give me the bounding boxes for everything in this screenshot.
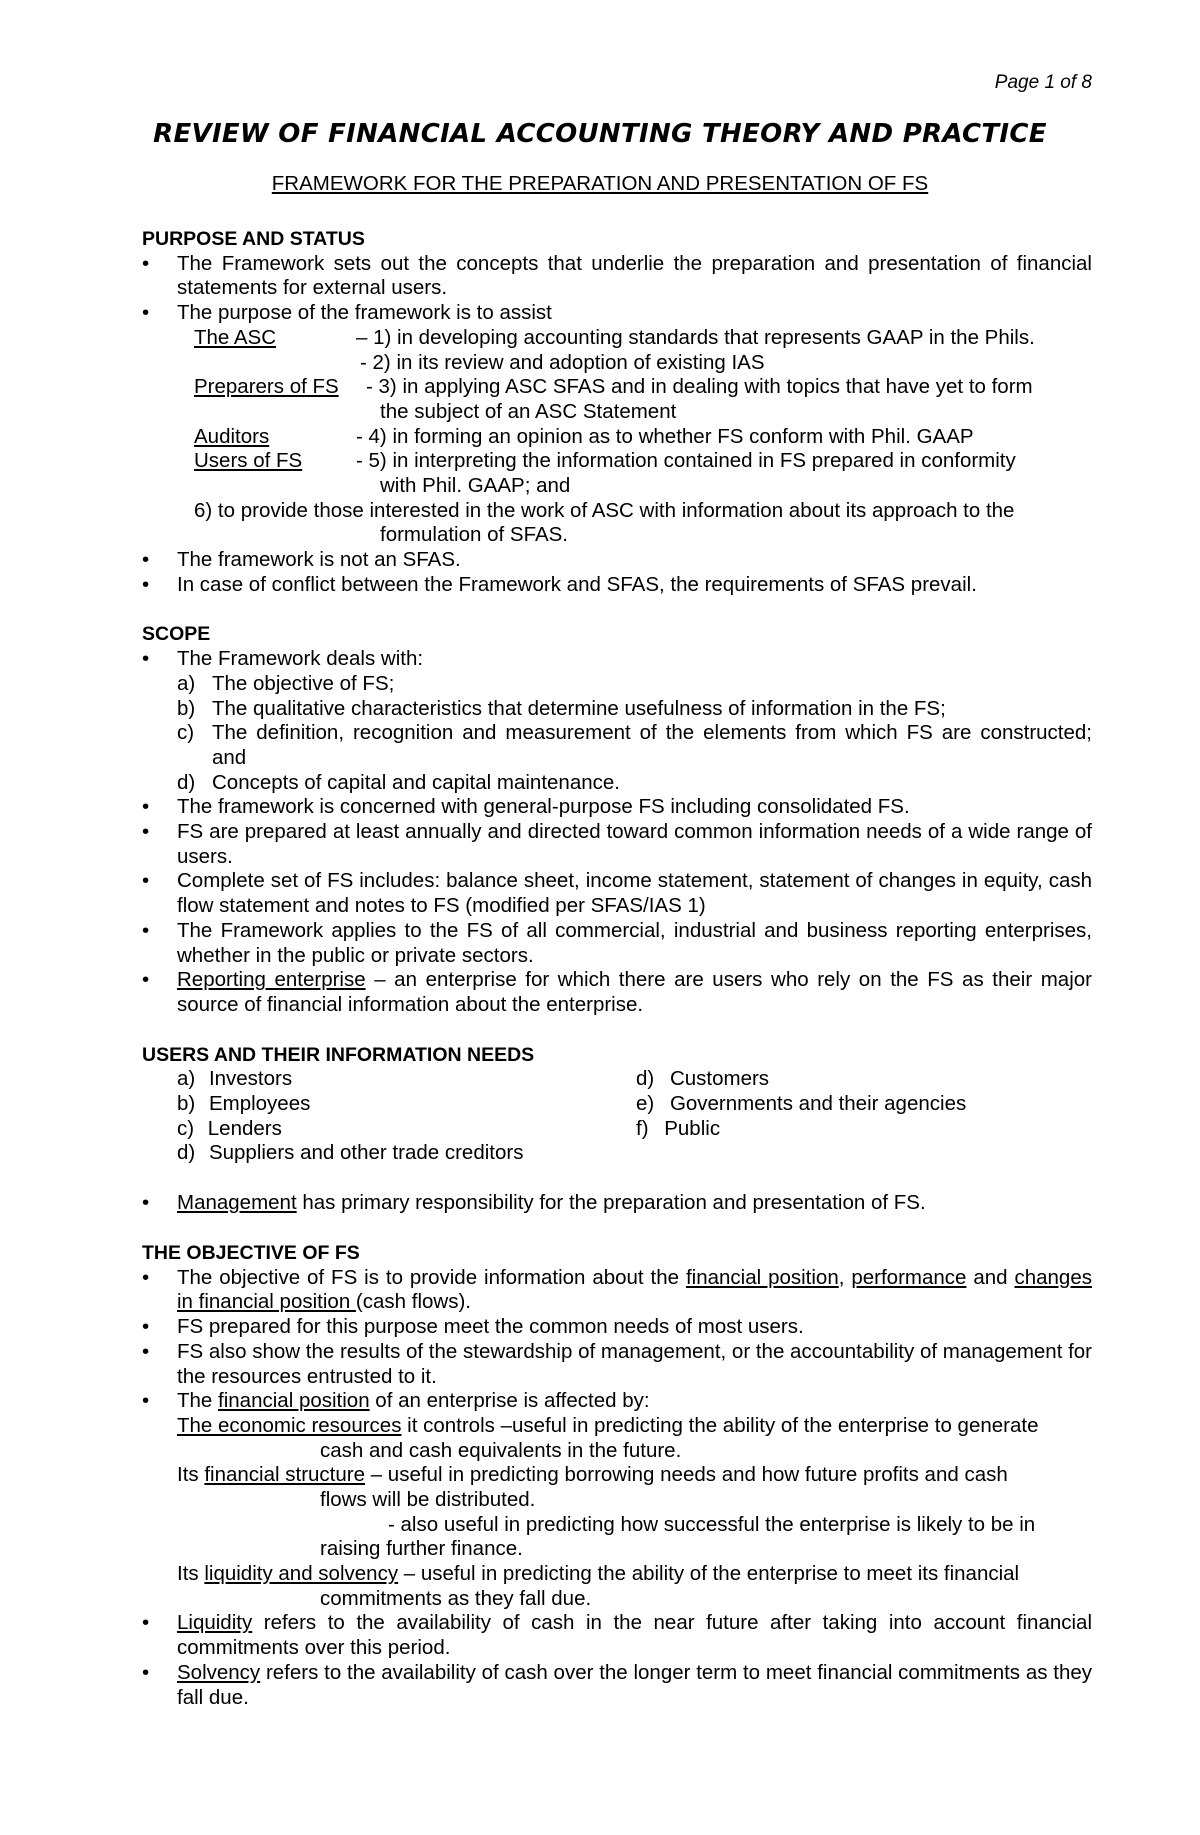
bullet-item [142, 1389, 1092, 1414]
term: liquidity and solvency [204, 1562, 399, 1586]
sub-text: cash and cash equivalents in the future. [320, 1438, 682, 1462]
sub-text [177, 1414, 1038, 1439]
sub-paragraph [142, 1463, 1092, 1488]
sub-paragraph [142, 1562, 1092, 1587]
term: financial position [685, 1265, 839, 1289]
bullet-text: of an enterprise is affected by: [369, 1389, 650, 1413]
assist-row [142, 425, 1092, 450]
bullet-item: • The purpose of the framework is to assist [142, 301, 1092, 326]
assist-label: Preparers of FS [194, 375, 339, 399]
list-text: Employees [208, 1092, 311, 1116]
assist-text: formulation of SFAS. [380, 523, 569, 547]
sub-text [177, 1562, 1019, 1587]
bullet-item: • The Framework sets out the concepts that underlie the preparation and presentation of financial statements for external users. [142, 252, 1092, 301]
assist-label: Users of FS [194, 449, 303, 473]
list-text: Public [664, 1116, 721, 1140]
sub-paragraph [142, 1414, 1092, 1439]
list-letter: d) [177, 770, 196, 794]
bullet-item [142, 1661, 1092, 1710]
assist-label: Auditors [194, 424, 270, 448]
list-letter: d) [636, 1067, 655, 1091]
document-body [142, 227, 1092, 1710]
term: Reporting enterprise [177, 968, 366, 992]
assist-text: 6) to provide those interested in the work of ASC with information about its approach to the [194, 498, 1015, 522]
bullet-item: • The framework is concerned with general-purpose FS including consolidated FS. [142, 795, 1092, 820]
bullet-text: has primary responsibility for the preparation and presentation of FS. [296, 1191, 926, 1215]
list-text: Suppliers and other trade creditors [208, 1141, 524, 1165]
sub-text: flows will be distributed. [320, 1488, 536, 1512]
users-list [142, 1067, 1092, 1166]
list-item [142, 721, 1092, 770]
assist-row [142, 351, 1092, 376]
assist-text: - 3) in applying ASC SFAS and in dealing with topics that have yet to form [366, 375, 1033, 399]
sub-text: it controls –useful in predicting the ability of the enterprise to generate [401, 1413, 1039, 1437]
assist-text: with Phil. GAAP; and [380, 473, 571, 497]
bullet-text: – an enterprise for which there are users who rely on the FS as their major source of financial information about the enterprise. [177, 968, 1092, 1016]
term: Solvency [177, 1660, 261, 1684]
list-letter: a) [177, 1067, 196, 1091]
bullet-item: • FS are prepared at least annually and directed toward common information needs of a wide range of users. [142, 820, 1092, 869]
term: financial structure [204, 1463, 366, 1487]
list-letter: f) [636, 1116, 649, 1140]
list-item [636, 1092, 966, 1117]
assist-row [142, 499, 1092, 524]
sub-paragraph [142, 1439, 1092, 1464]
list-item [636, 1067, 769, 1092]
sub-text: raising further finance. [320, 1537, 523, 1561]
assist-label: The ASC [194, 325, 277, 349]
list-item [177, 1117, 282, 1142]
term: performance [851, 1265, 967, 1289]
assist-row [142, 326, 1092, 351]
list-item [142, 771, 1092, 796]
list-letter: c) [177, 1116, 195, 1140]
assist-text: the subject of an ASC Statement [380, 399, 677, 423]
sub-text: – useful in predicting borrowing needs and how future profits and cash [365, 1463, 1008, 1487]
list-letter: b) [177, 1092, 196, 1116]
bullet-text: refers to the availability of cash over the longer term to meet financial commitments as they fall due. [177, 1660, 1092, 1709]
assist-row [142, 474, 1092, 499]
bullet-text: and [966, 1265, 1015, 1289]
list-text: The qualitative characteristics that determine usefulness of information in the FS; [212, 696, 946, 720]
document-subtitle: FRAMEWORK FOR THE PREPARATION AND PRESENTATION OF FS [271, 172, 929, 195]
list-letter: a) [177, 671, 196, 695]
sub-paragraph [142, 1537, 1092, 1562]
list-text: Lenders [207, 1116, 282, 1140]
list-letter: c) [177, 721, 195, 745]
list-text: Customers [669, 1067, 770, 1091]
list-text: The objective of FS; [212, 671, 395, 695]
section-heading-purpose: PURPOSE AND STATUS [142, 228, 365, 250]
sub-text: commitments as they fall due. [320, 1586, 592, 1610]
sub-paragraph [142, 1488, 1092, 1513]
bullet-item: • The Framework applies to the FS of all commercial, industrial and business reporting enterprises, whether in the public or private sectors. [142, 919, 1092, 968]
bullet-text: The [177, 1389, 219, 1413]
assist-text: - 5) in interpreting the information contained in FS prepared in conformity [356, 449, 1016, 473]
list-letter: d) [177, 1141, 196, 1165]
section-heading-objective: THE OBJECTIVE OF FS [142, 1242, 360, 1265]
list-text: The definition, recognition and measurement of the elements from which FS are constructed; and [212, 721, 1092, 769]
bullet-text: refers to the availability of cash in the near future after taking into account financial commitments over this period. [177, 1611, 1092, 1660]
bullet-item: • In case of conflict between the Framework and SFAS, the requirements of SFAS prevail. [142, 573, 1092, 598]
bullet-text: , [838, 1265, 852, 1289]
bullet-item: • The Framework deals with: [142, 647, 1092, 672]
bullet-item: • Complete set of FS includes: balance sheet, income statement, statement of changes in equity, cash flow statement and notes to FS (modified per SFAS/IAS 1) [142, 869, 1092, 918]
bullet-text: (cash flows). [355, 1290, 471, 1314]
sub-text: – useful in predicting the ability of the enterprise to meet its financial [398, 1562, 1020, 1586]
list-item [636, 1117, 720, 1142]
list-letter: e) [636, 1092, 655, 1116]
assist-text: - 2) in its review and adoption of existing IAS [360, 350, 765, 374]
sub-paragraph [142, 1513, 1092, 1538]
bullet-item [142, 1191, 1092, 1216]
term: The economic resources [177, 1413, 402, 1437]
sub-text [177, 1463, 1008, 1488]
assist-row [142, 375, 1092, 400]
bullet-text: The objective of FS is to provide information about the [177, 1265, 686, 1289]
assist-text: – 1) in developing accounting standards that represents GAAP in the Phils. [356, 325, 1035, 349]
term: Management [177, 1191, 297, 1215]
page-number: Page 1 of 8 [994, 72, 1092, 93]
list-text: Concepts of capital and capital maintenance. [212, 770, 620, 794]
bullet-item: • The framework is not an SFAS. [142, 548, 1092, 573]
bullet-item: • FS also show the results of the stewardship of management, or the accountability of management for the resources entrusted to it. [142, 1340, 1092, 1389]
term: financial position [218, 1389, 370, 1413]
list-item [177, 1067, 292, 1092]
assist-row [142, 400, 1092, 425]
term: Liquidity [177, 1611, 253, 1635]
list-item [142, 672, 1092, 697]
sub-text: Its [177, 1463, 205, 1487]
document-title: REVIEW OF FINANCIAL ACCOUNTING THEORY AND PRACTICE [153, 119, 1047, 149]
list-item [177, 1141, 523, 1166]
assist-text: - 4) in forming an opinion as to whether FS conform with Phil. GAAP [356, 424, 974, 448]
sub-text: Its [177, 1562, 205, 1586]
term: changes in financial position [177, 1265, 1092, 1314]
sub-text: - also useful in predicting how successful the enterprise is likely to be in [388, 1512, 1036, 1536]
bullet-item [142, 1266, 1092, 1315]
list-item [177, 1092, 310, 1117]
section-heading-scope: SCOPE [142, 623, 211, 646]
list-text: Governments and their agencies [669, 1092, 967, 1116]
bullet-item [142, 1611, 1092, 1660]
list-item [142, 697, 1092, 722]
assist-row [142, 523, 1092, 548]
assist-row [142, 449, 1092, 474]
bullet-item: • FS prepared for this purpose meet the common needs of most users. [142, 1315, 1092, 1340]
section-heading-users: USERS AND THEIR INFORMATION NEEDS [142, 1043, 535, 1066]
list-text: Investors [208, 1067, 293, 1091]
sub-paragraph [142, 1587, 1092, 1612]
list-letter: b) [177, 696, 196, 720]
bullet-item [142, 968, 1092, 1017]
